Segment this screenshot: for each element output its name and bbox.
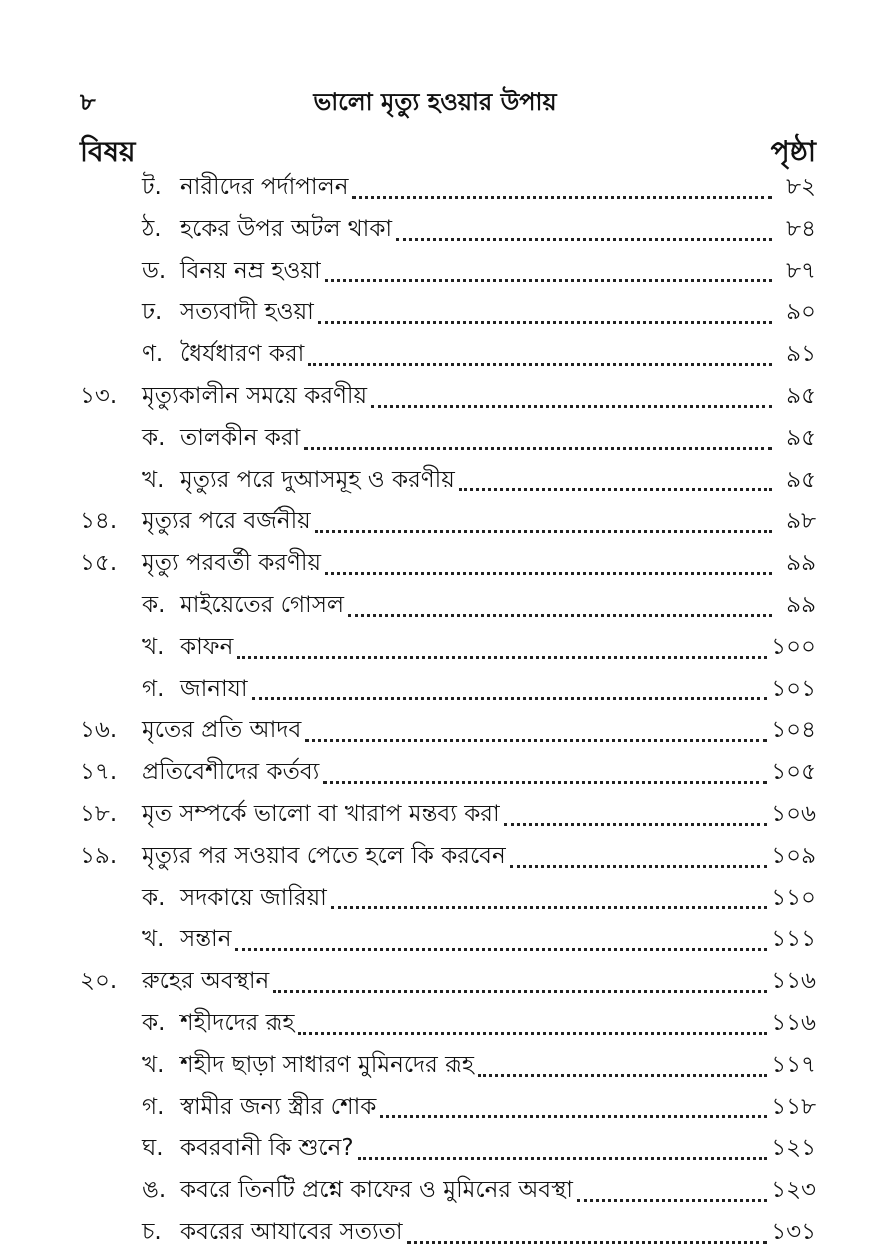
toc-entry-letter: খ.	[142, 633, 165, 660]
toc-entry-title: সন্তান	[180, 926, 232, 953]
toc-entry-page: ১০৪	[771, 717, 816, 744]
toc-entry	[80, 334, 816, 376]
toc-entry	[80, 543, 816, 585]
toc-entry-letter: ক.	[142, 884, 166, 911]
toc-entry-page: ১০৬	[771, 800, 816, 827]
toc-entry-title: ধৈর্যধারণ করা	[180, 341, 305, 368]
toc-entry-number: ১৭.	[80, 759, 118, 786]
toc-entry	[80, 292, 816, 334]
toc-entry-page: ১৩১	[771, 1218, 816, 1245]
toc-entry-title: মৃত্যুর পরে দুআসমূহ ও করণীয়	[180, 466, 455, 493]
toc-entry-title: কবরের আযাবের সত্যতা	[180, 1218, 403, 1245]
toc-entry-page: ১০৯	[771, 842, 816, 869]
dot-leader	[318, 320, 772, 324]
table-of-contents	[80, 167, 816, 1254]
toc-entry-title: প্রতিবেশীদের কর্তব্য	[142, 759, 320, 786]
page-column-heading: পৃষ্ঠা	[770, 135, 816, 168]
page-number: ৮	[80, 88, 96, 116]
toc-entry-letter: খ.	[142, 926, 165, 953]
toc-entry	[80, 710, 816, 752]
toc-entry-letter: ঘ.	[142, 1135, 164, 1162]
toc-entry	[80, 794, 816, 836]
toc-entry-page: ১০৫	[771, 759, 816, 786]
toc-entry-title: জানাযা	[180, 675, 248, 702]
dot-leader	[298, 1031, 767, 1035]
toc-entry-letter: গ.	[142, 1093, 165, 1120]
toc-entry	[80, 585, 816, 627]
toc-entry-page: ৯৫	[786, 382, 816, 409]
dot-leader	[325, 571, 772, 575]
toc-entry-page: ১১৬	[771, 1009, 816, 1036]
toc-entry	[80, 1087, 816, 1129]
toc-entry-number: ১৩.	[80, 382, 118, 409]
dot-leader	[504, 822, 768, 826]
toc-entry-letter: ট.	[142, 174, 162, 200]
toc-entry-title: কবরবানী কি শুনে?	[180, 1135, 354, 1162]
dot-leader	[252, 696, 768, 700]
toc-entry-title: বিনয় নম্র হওয়া	[180, 257, 321, 284]
toc-entry-page: ৯৮	[786, 508, 816, 535]
toc-entry-page: ১২১	[771, 1135, 816, 1162]
toc-entry	[80, 961, 816, 1003]
toc-entry	[80, 501, 816, 543]
dot-leader	[478, 1073, 767, 1077]
dot-leader	[348, 613, 772, 617]
page-header	[0, 84, 870, 114]
toc-entry-letter: ঠ.	[142, 215, 162, 242]
toc-entry-page: ৯৯	[786, 591, 816, 618]
toc-entry-number: ১৯.	[80, 842, 118, 869]
toc-entry-letter: খ.	[142, 466, 165, 493]
toc-entry-number: ১৮.	[80, 800, 118, 827]
toc-entry	[80, 209, 816, 251]
toc-entry-page: ১০১	[771, 675, 816, 702]
toc-entry-page: ১২৩	[771, 1177, 816, 1204]
toc-entry-letter: চ.	[142, 1218, 162, 1245]
dot-leader	[380, 1114, 767, 1118]
toc-entry	[80, 1045, 816, 1087]
dot-leader	[304, 446, 772, 450]
toc-entry-page: ৯৫	[786, 424, 816, 451]
toc-entry-title: সত্যবাদী হওয়া	[180, 299, 314, 326]
toc-entry	[80, 1170, 816, 1212]
dot-leader	[237, 655, 767, 659]
toc-entry-letter: গ.	[142, 675, 165, 702]
toc-entry	[80, 376, 816, 418]
toc-entry-title: মাইয়েতের গোসল	[180, 591, 345, 618]
toc-entry-title: স্বামীর জন্য স্ত্রীর শোক	[180, 1093, 377, 1120]
toc-entry-page: ৮৭	[786, 257, 816, 284]
toc-entry-title: শহীদদের রূহ	[180, 1009, 295, 1036]
dot-leader	[315, 529, 772, 533]
toc-entry-page: ৮৪	[786, 215, 816, 242]
toc-entry-letter: ক.	[142, 424, 166, 451]
toc-entry	[80, 627, 816, 669]
dot-leader	[407, 1240, 768, 1244]
toc-entry	[80, 167, 816, 209]
toc-entry-title: মৃতের প্রতি আদব	[142, 717, 302, 744]
toc-entry-title: তালকীন করা	[180, 424, 301, 451]
toc-entry-page: ৯৫	[786, 466, 816, 493]
toc-entry	[80, 1212, 816, 1254]
toc-entry-number: ২০.	[80, 968, 118, 995]
toc-entry-title: শহীদ ছাড়া সাধারণ মুমিনদের রূহ	[180, 1051, 474, 1078]
dot-leader	[305, 738, 767, 742]
toc-entry-page: ১১৬	[771, 968, 816, 995]
toc-entry-number: ১৬.	[80, 717, 118, 744]
toc-entry-title: কবরে তিনটি প্রশ্নে কাফের ও মুমিনের অবস্থা	[180, 1177, 573, 1204]
toc-entry-letter: ক.	[142, 591, 166, 618]
dot-leader	[325, 278, 772, 282]
toc-entry-page: ১১৭	[771, 1051, 816, 1078]
dot-leader	[273, 989, 767, 993]
toc-entry	[80, 669, 816, 711]
dot-leader	[510, 864, 767, 868]
dot-leader	[308, 362, 772, 366]
running-title: ভালো মৃত্যু হওয়ার উপায়	[313, 88, 557, 116]
toc-entry-letter: ঢ.	[142, 299, 163, 326]
toc-entry-page: ১১০	[771, 884, 816, 911]
toc-entry	[80, 251, 816, 293]
toc-entry-page: ১১৮	[771, 1093, 816, 1120]
toc-entry	[80, 752, 816, 794]
toc-entry-title: মৃত্যুকালীন সময়ে করণীয়	[142, 382, 368, 409]
toc-entry-page: ৯৯	[786, 550, 816, 577]
toc-entry	[80, 1003, 816, 1045]
toc-entry-page: ৯০	[786, 299, 816, 326]
toc-entry-letter: ক.	[142, 1009, 166, 1036]
toc-entry-letter: ণ.	[142, 341, 164, 368]
dot-leader	[352, 195, 772, 199]
dot-leader	[358, 1156, 768, 1160]
toc-entry-title: মৃত সম্পর্কে ভালো বা খারাপ মন্তব্য করা	[142, 800, 500, 827]
toc-entry-title: হকের উপর অটল থাকা	[180, 215, 393, 242]
toc-column-headings	[80, 130, 816, 170]
dot-leader	[323, 780, 767, 784]
toc-entry-letter: খ.	[142, 1051, 165, 1078]
toc-entry-page: ১১১	[771, 926, 816, 953]
toc-entry-page: ৮২	[786, 174, 816, 200]
toc-entry-title: মৃত্যুর পর সওয়াব পেতে হলে কি করবেন	[142, 842, 506, 869]
dot-leader	[396, 237, 772, 241]
dot-leader	[459, 487, 772, 491]
toc-entry-page: ৯১	[786, 341, 816, 368]
subject-column-heading: বিষয়	[80, 135, 136, 168]
toc-entry-title: নারীদের পর্দাপালন	[180, 174, 349, 200]
toc-entry-letter: ড.	[142, 257, 167, 284]
toc-entry-number: ১৫.	[80, 550, 118, 577]
toc-entry	[80, 460, 816, 502]
toc-entry-title: মৃত্যু পরবর্তী করণীয়	[142, 550, 322, 577]
toc-entry-letter: ঙ.	[142, 1177, 167, 1204]
dot-leader	[371, 404, 772, 408]
dot-leader	[331, 905, 767, 909]
toc-entry-title: সদকায়ে জারিয়া	[180, 884, 327, 911]
toc-entry-number: ১৪.	[80, 508, 118, 535]
toc-entry	[80, 878, 816, 920]
toc-entry	[80, 418, 816, 460]
toc-entry-page: ১০০	[771, 633, 816, 660]
dot-leader	[235, 947, 767, 951]
toc-entry-title: কাফন	[180, 633, 234, 660]
toc-entry	[80, 1128, 816, 1170]
toc-entry	[80, 836, 816, 878]
dot-leader	[577, 1198, 767, 1202]
toc-entry-title: রুহের অবস্থান	[142, 968, 270, 995]
toc-entry	[80, 919, 816, 961]
toc-entry-title: মৃত্যুর পরে বর্জনীয়	[142, 508, 311, 535]
